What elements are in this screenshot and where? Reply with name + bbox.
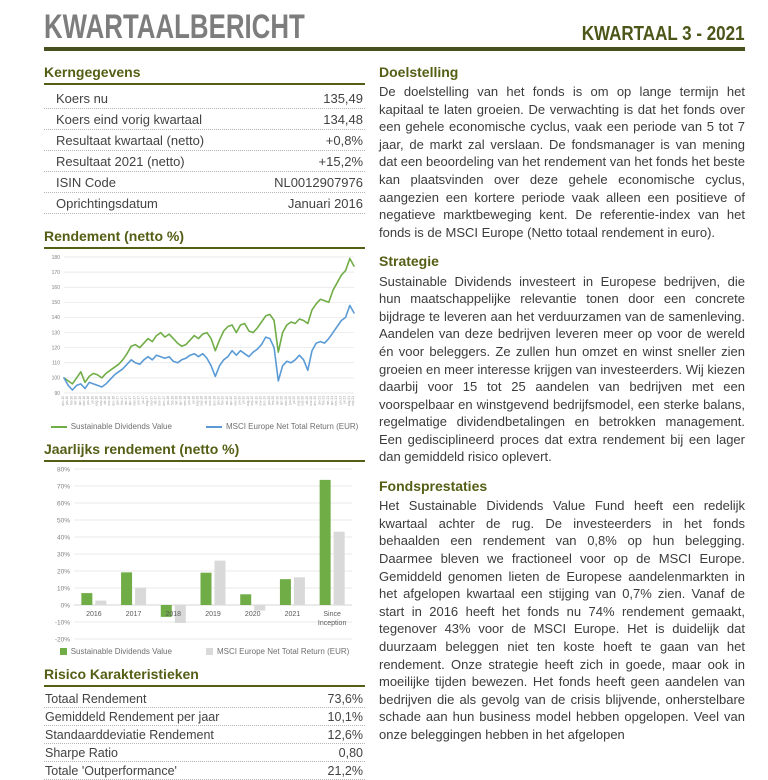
svg-text:mei-21: mei-21 bbox=[334, 396, 339, 406]
row-label: Resultaat 2021 (netto) bbox=[56, 153, 185, 169]
svg-text:-20%: -20% bbox=[54, 636, 70, 644]
row-value: 0,80 bbox=[338, 745, 363, 760]
row-value: +0,8% bbox=[325, 132, 363, 148]
svg-text:aug-21: aug-21 bbox=[346, 396, 351, 407]
doelstelling-text: De doelstelling van het fonds is om op lange termijn het kapitaal te laten groeien. De verwachting is dat het fonds over een gehele economische cyclus, vaak een periode van 5 tot 7 jaar, de markt zal verslaan. De fondsmanager is van mening dat een beoordeling van het rendement van het fonds het beste kan plaatsvinden over deze gehele economische cyclus, aangezien een kortere periode vaak alleen een positieve of negatieve marktbeweging kent. De referentie-index van het fonds is de MSCI Europe (Netto totaal rendement in euro). bbox=[379, 84, 745, 240]
header-rule bbox=[44, 47, 745, 51]
svg-text:mei-18: mei-18 bbox=[182, 396, 187, 406]
svg-text:jul-20: jul-20 bbox=[292, 396, 297, 404]
svg-text:180: 180 bbox=[51, 254, 60, 261]
svg-text:apr-19: apr-19 bbox=[229, 396, 234, 406]
row-label: Koers eind vorig kwartaal bbox=[56, 111, 202, 127]
svg-text:2021: 2021 bbox=[284, 611, 301, 619]
row-value: 21,2% bbox=[327, 763, 363, 778]
fondsprestaties-heading: Fondsprestaties bbox=[379, 478, 488, 495]
svg-text:nov-17: nov-17 bbox=[157, 396, 162, 406]
svg-text:dec-18: dec-18 bbox=[212, 396, 217, 406]
svg-text:sep-20: sep-20 bbox=[300, 396, 305, 406]
row-label: ISIN Code bbox=[56, 174, 116, 190]
svg-text:feb-20: feb-20 bbox=[271, 396, 276, 406]
left-column bbox=[44, 64, 365, 780]
report-header bbox=[44, 6, 745, 44]
svg-text:40%: 40% bbox=[56, 534, 70, 542]
row-label: Totale 'Outperformance' bbox=[45, 763, 177, 778]
table-row bbox=[44, 193, 365, 214]
svg-text:apr-17: apr-17 bbox=[128, 396, 133, 406]
svg-text:jul-18: jul-18 bbox=[191, 396, 196, 404]
table-row bbox=[44, 109, 365, 130]
svg-text:sep-19: sep-19 bbox=[250, 396, 255, 406]
strategie-heading: Strategie bbox=[379, 253, 439, 270]
svg-text:mrt-16: mrt-16 bbox=[73, 396, 78, 406]
row-value: +15,2% bbox=[318, 153, 363, 169]
svg-text:feb-19: feb-19 bbox=[220, 396, 225, 406]
fund-line-swatch-icon bbox=[51, 426, 67, 428]
svg-text:okt-20: okt-20 bbox=[304, 396, 309, 406]
svg-text:mei-19: mei-19 bbox=[233, 396, 238, 406]
legend-label: Sustainable Dividends Value bbox=[70, 422, 172, 432]
svg-text:jun-21: jun-21 bbox=[338, 396, 343, 406]
report-period: KWARTAAL 3 - 2021 bbox=[582, 23, 745, 45]
svg-text:mrt-21: mrt-21 bbox=[325, 396, 330, 406]
index-line-swatch-icon bbox=[206, 426, 222, 428]
svg-text:2019: 2019 bbox=[205, 611, 221, 619]
svg-text:60%: 60% bbox=[56, 500, 70, 508]
svg-text:20%: 20% bbox=[56, 568, 70, 576]
svg-text:nov-19: nov-19 bbox=[258, 396, 263, 406]
svg-text:2016: 2016 bbox=[86, 611, 102, 619]
legend-item bbox=[51, 422, 172, 431]
bar-chart-canvas bbox=[44, 465, 365, 645]
svg-text:120: 120 bbox=[51, 345, 60, 352]
row-value: 134,48 bbox=[323, 111, 363, 127]
svg-text:100: 100 bbox=[51, 375, 60, 382]
svg-text:apr-21: apr-21 bbox=[329, 396, 334, 406]
table-row bbox=[44, 726, 365, 744]
strategie-text: Sustainable Dividends investeert in Europese bedrijven, die hun maatschappelijke relevantie tonen door een concrete bijdrage te leveren aan het verduurzamen van de samenleving. Aandelen van deze bedrijven leveren meer op voor de wereld én voor beleggers. Ze zullen hun omzet en winst sneller zien groeien en meer interesse krijgen van investeerders. Wij kiezen daarbij voor 15 tot 25 aandelen van bedrijven met een voorspelbaar en winstgevend bedrijfsmodel, een sterke balans, regelmatige dividendbetalingen en betrokken management. Een gedisciplineerd proces dat extra rendement bij een lager dan gemiddeld risico oplevert. bbox=[379, 273, 745, 465]
table-row bbox=[44, 130, 365, 151]
svg-text:jan-19: jan-19 bbox=[216, 396, 221, 406]
legend-item bbox=[206, 422, 358, 431]
svg-text:mei-17: mei-17 bbox=[132, 396, 137, 406]
svg-text:90: 90 bbox=[54, 390, 60, 397]
svg-text:feb-21: feb-21 bbox=[321, 396, 326, 406]
legend-label: MSCI Europe Net Total Return (EUR) bbox=[216, 647, 350, 657]
svg-text:jul-21: jul-21 bbox=[342, 396, 347, 404]
svg-text:jan-16: jan-16 bbox=[65, 396, 70, 406]
svg-text:mei-16: mei-16 bbox=[82, 396, 87, 406]
row-label: Resultaat kwartaal (netto) bbox=[56, 132, 205, 148]
line-chart-legend bbox=[44, 422, 365, 431]
table-row bbox=[44, 690, 365, 708]
row-label: Koers nu bbox=[56, 90, 109, 106]
svg-text:sep-17: sep-17 bbox=[149, 396, 154, 406]
svg-text:140: 140 bbox=[51, 315, 60, 322]
svg-text:10%: 10% bbox=[56, 585, 70, 593]
svg-text:2018: 2018 bbox=[165, 611, 182, 619]
kerngegevens-heading: Kerngegevens bbox=[44, 64, 365, 85]
svg-text:2020: 2020 bbox=[244, 611, 261, 619]
report-title: KWARTAALBERICHT bbox=[44, 8, 305, 46]
content-columns bbox=[44, 64, 745, 780]
svg-text:sep-21: sep-21 bbox=[351, 396, 355, 406]
bar-chart bbox=[44, 465, 365, 656]
svg-text:130: 130 bbox=[51, 330, 60, 337]
svg-text:160: 160 bbox=[51, 285, 60, 292]
table-row bbox=[44, 744, 365, 762]
svg-text:aug-17: aug-17 bbox=[145, 396, 150, 407]
svg-text:mrt-17: mrt-17 bbox=[124, 396, 129, 406]
index-bar-swatch-icon bbox=[206, 648, 213, 655]
row-value: 10,1% bbox=[327, 709, 363, 724]
svg-text:mrt-18: mrt-18 bbox=[174, 396, 179, 406]
svg-text:aug-19: aug-19 bbox=[245, 396, 250, 407]
svg-text:dec-15: dec-15 bbox=[61, 396, 65, 406]
table-row bbox=[44, 88, 365, 109]
svg-text:okt-17: okt-17 bbox=[153, 396, 158, 406]
svg-text:70%: 70% bbox=[56, 483, 70, 491]
svg-text:2017: 2017 bbox=[125, 611, 142, 619]
svg-text:apr-20: apr-20 bbox=[279, 396, 284, 406]
risico-table bbox=[44, 690, 365, 780]
svg-text:jan-20: jan-20 bbox=[266, 396, 271, 406]
row-label: Oprichtingsdatum bbox=[56, 195, 158, 211]
svg-text:okt-19: okt-19 bbox=[254, 396, 259, 406]
svg-text:0%: 0% bbox=[60, 602, 70, 610]
svg-text:nov-20: nov-20 bbox=[308, 396, 313, 406]
kerngegevens-table bbox=[44, 88, 365, 214]
svg-text:feb-17: feb-17 bbox=[119, 396, 124, 406]
svg-text:feb-16: feb-16 bbox=[69, 396, 74, 406]
row-label: Totaal Rendement bbox=[45, 691, 147, 706]
row-value: 12,6% bbox=[327, 727, 363, 742]
svg-text:Inception: Inception bbox=[317, 620, 347, 628]
svg-text:jun-17: jun-17 bbox=[136, 396, 141, 406]
svg-text:apr-18: apr-18 bbox=[178, 396, 183, 406]
table-row bbox=[44, 708, 365, 726]
svg-text:jun-16: jun-16 bbox=[86, 396, 91, 406]
table-row bbox=[44, 172, 365, 193]
row-value: 135,49 bbox=[323, 90, 363, 106]
svg-text:apr-16: apr-16 bbox=[77, 396, 82, 406]
svg-text:jan-18: jan-18 bbox=[166, 396, 171, 406]
svg-text:30%: 30% bbox=[56, 551, 70, 559]
row-value: NL0012907976 bbox=[274, 174, 363, 190]
row-label: Sharpe Ratio bbox=[45, 745, 118, 760]
svg-text:jul-19: jul-19 bbox=[241, 396, 246, 404]
svg-text:mrt-19: mrt-19 bbox=[224, 396, 229, 406]
svg-text:jun-20: jun-20 bbox=[287, 396, 292, 406]
legend-label: MSCI Europe Net Total Return (EUR) bbox=[225, 422, 359, 432]
risico-heading: Risico Karakteristieken bbox=[44, 666, 365, 687]
right-column bbox=[379, 64, 745, 780]
svg-text:feb-18: feb-18 bbox=[170, 396, 175, 406]
svg-text:jan-21: jan-21 bbox=[317, 396, 322, 406]
legend-item bbox=[60, 647, 172, 656]
bar-chart-heading: Jaarlijks rendement (netto %) bbox=[44, 441, 365, 462]
svg-text:dec-17: dec-17 bbox=[161, 396, 166, 406]
svg-text:sep-18: sep-18 bbox=[199, 396, 204, 406]
svg-text:dec-20: dec-20 bbox=[313, 396, 318, 406]
svg-text:dec-19: dec-19 bbox=[262, 396, 267, 406]
svg-text:nov-16: nov-16 bbox=[107, 396, 112, 406]
table-row bbox=[44, 762, 365, 780]
svg-text:jun-18: jun-18 bbox=[187, 396, 192, 406]
legend-label: Sustainable Dividends Value bbox=[70, 647, 172, 657]
line-chart-heading: Rendement (netto %) bbox=[44, 228, 365, 249]
svg-text:jun-19: jun-19 bbox=[237, 396, 242, 406]
svg-text:jan-17: jan-17 bbox=[115, 396, 120, 406]
svg-text:okt-16: okt-16 bbox=[103, 396, 108, 406]
svg-text:mrt-20: mrt-20 bbox=[275, 396, 280, 406]
svg-text:nov-18: nov-18 bbox=[208, 396, 213, 406]
svg-text:110: 110 bbox=[52, 360, 60, 367]
legend-item bbox=[206, 647, 349, 656]
svg-text:150: 150 bbox=[51, 300, 60, 307]
row-value: Januari 2016 bbox=[287, 195, 363, 211]
svg-text:jul-16: jul-16 bbox=[90, 396, 95, 404]
svg-text:dec-16: dec-16 bbox=[111, 396, 116, 406]
table-row bbox=[44, 151, 365, 172]
svg-text:-10%: -10% bbox=[54, 619, 70, 627]
doelstelling-heading: Doelstelling bbox=[379, 64, 459, 80]
svg-text:aug-20: aug-20 bbox=[296, 396, 301, 407]
svg-text:aug-18: aug-18 bbox=[195, 396, 200, 407]
fund-bar-swatch-icon bbox=[60, 648, 67, 655]
svg-text:80%: 80% bbox=[56, 466, 70, 474]
svg-text:170: 170 bbox=[51, 270, 60, 277]
svg-text:okt-18: okt-18 bbox=[203, 396, 208, 406]
svg-text:aug-16: aug-16 bbox=[94, 396, 99, 407]
svg-text:Since: Since bbox=[323, 611, 341, 619]
svg-text:sep-16: sep-16 bbox=[98, 396, 103, 406]
line-chart-canvas bbox=[44, 252, 365, 420]
row-value: 73,6% bbox=[327, 691, 363, 706]
row-label: Gemiddeld Rendement per jaar bbox=[45, 709, 220, 724]
svg-text:50%: 50% bbox=[56, 517, 70, 525]
fondsprestaties-text: Het Sustainable Dividends Value Fund heeft een redelijk kwartaal achter de rug. De investeerders in het fonds behaalden een rendement van 0,8% op hun belegging. Daarmee bleven we fractioneel voor op de MSCI Europe. Gemiddeld genomen lieten de Europese aandelenmarkten in het afgelopen kwartaal een stijging van 0,7% zien. Vanaf de start in 2016 heeft het fonds nu 74% rendement gemaakt, tegenover 43% voor de MSCI Europe. Het is duidelijk dat duurzaam beleggen niet ten koste hoeft te gaan van het rendement. Onze strategie heeft zich in goede, maar ook in moeilijke tijden bewezen. Het fonds heeft geen aandelen van bedrijven die als gevolg van de crisis blijvende, onherstelbare schade aan hun business model hebben opgelopen. Veel van onze beleggingen hebben in het afgelopen bbox=[379, 498, 745, 742]
svg-text:jul-17: jul-17 bbox=[140, 396, 145, 404]
bar-chart-legend bbox=[44, 647, 365, 656]
line-chart bbox=[44, 252, 365, 431]
svg-text:mei-20: mei-20 bbox=[283, 396, 288, 406]
row-label: Standaarddeviatie Rendement bbox=[45, 727, 214, 742]
